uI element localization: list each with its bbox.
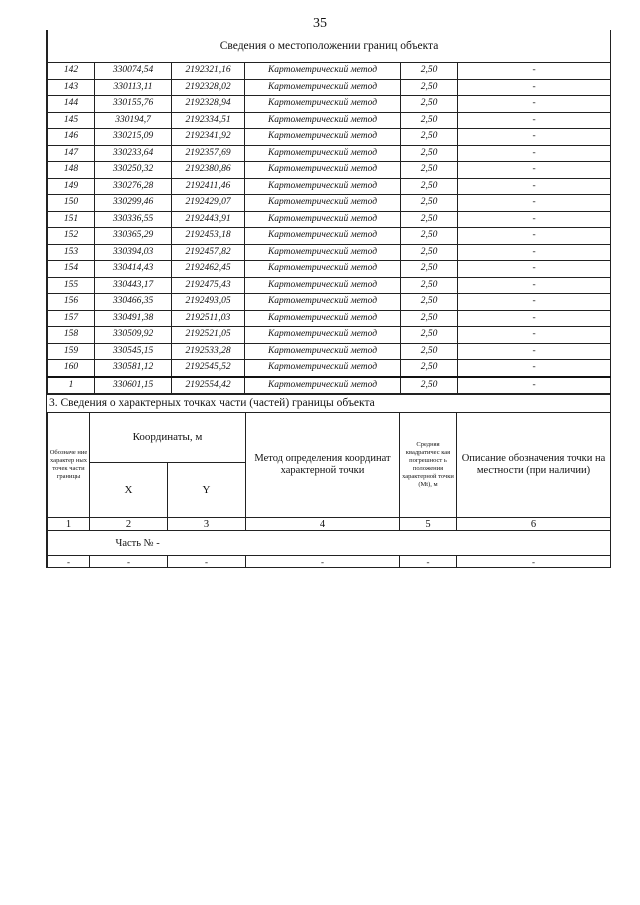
empty-cell: - <box>90 556 168 568</box>
description-cell: - <box>458 360 611 377</box>
table-row <box>48 178 611 195</box>
section-title: Сведения о местоположении границ объекта <box>48 30 611 63</box>
method-cell: Картометрический метод <box>245 79 401 96</box>
coord-x: 330074,54 <box>95 63 172 80</box>
page-number: 35 <box>313 16 327 31</box>
method-cell: Картометрический метод <box>245 294 401 311</box>
point-number: 148 <box>48 162 95 179</box>
empty-cell: - <box>400 556 457 568</box>
method-cell: Картометрический метод <box>245 129 401 146</box>
coord-x: 330336,55 <box>95 211 172 228</box>
description-cell: - <box>458 79 611 96</box>
table-row <box>48 129 611 146</box>
header-x: X <box>90 463 168 518</box>
part-spacer <box>246 531 400 556</box>
coord-y: 2192511,03 <box>172 310 245 327</box>
method-cell: Картометрический метод <box>245 261 401 278</box>
method-cell: Картометрический метод <box>245 277 401 294</box>
point-number: 147 <box>48 145 95 162</box>
description-cell: - <box>458 96 611 113</box>
description-cell: - <box>458 294 611 311</box>
table-row <box>48 377 611 394</box>
table-row <box>48 310 611 327</box>
coord-x: 330276,28 <box>95 178 172 195</box>
header-point-label: Обозначе ние характер ных точек части границы <box>48 413 90 518</box>
empty-cell: - <box>457 556 611 568</box>
coord-x: 330299,46 <box>95 195 172 212</box>
method-cell: Картометрический метод <box>245 178 401 195</box>
table-row <box>48 343 611 360</box>
mt-cell: 2,50 <box>401 294 458 311</box>
coord-x: 330194,7 <box>95 112 172 129</box>
coord-y: 2192328,02 <box>172 79 245 96</box>
coord-y: 2192357,69 <box>172 145 245 162</box>
method-cell: Картометрический метод <box>245 63 401 80</box>
coord-y: 2192545,52 <box>172 360 245 377</box>
mt-cell: 2,50 <box>401 195 458 212</box>
method-cell: Картометрический метод <box>245 377 401 394</box>
table-row <box>48 244 611 261</box>
description-cell: - <box>458 63 611 80</box>
table-row <box>48 112 611 129</box>
point-number: 160 <box>48 360 95 377</box>
column-number: 5 <box>400 518 457 531</box>
coord-x: 330365,29 <box>95 228 172 245</box>
point-number: 158 <box>48 327 95 344</box>
column-number: 4 <box>246 518 400 531</box>
point-number: 143 <box>48 79 95 96</box>
point-number: 145 <box>48 112 95 129</box>
column-number: 2 <box>90 518 168 531</box>
mt-cell: 2,50 <box>401 178 458 195</box>
method-cell: Картометрический метод <box>245 195 401 212</box>
header-mt: Средняя квадратичес кая погрешност ь положения характерной точки (Mt), м <box>400 413 457 518</box>
point-number: 155 <box>48 277 95 294</box>
part-spacer <box>48 531 90 556</box>
coord-x: 330155,76 <box>95 96 172 113</box>
coord-x: 330250,32 <box>95 162 172 179</box>
point-number: 157 <box>48 310 95 327</box>
description-cell: - <box>458 178 611 195</box>
table-row <box>48 360 611 377</box>
method-cell: Картометрический метод <box>245 228 401 245</box>
point-number: 1 <box>48 377 95 394</box>
mt-cell: 2,50 <box>401 327 458 344</box>
boundary-sheet <box>46 30 611 568</box>
coord-x: 330581,12 <box>95 360 172 377</box>
mt-cell: 2,50 <box>401 145 458 162</box>
coord-y: 2192341,92 <box>172 129 245 146</box>
point-number: 142 <box>48 63 95 80</box>
method-cell: Картометрический метод <box>245 244 401 261</box>
coord-y: 2192521,05 <box>172 327 245 344</box>
method-cell: Картометрический метод <box>245 327 401 344</box>
empty-cell: - <box>246 556 400 568</box>
table-row <box>48 277 611 294</box>
point-number: 146 <box>48 129 95 146</box>
column-number: 3 <box>168 518 246 531</box>
point-number: 149 <box>48 178 95 195</box>
coord-y: 2192554,42 <box>172 377 245 394</box>
coord-y: 2192533,28 <box>172 343 245 360</box>
header-coordinates: Координаты, м <box>90 413 246 463</box>
point-number: 151 <box>48 211 95 228</box>
column-number: 1 <box>48 518 90 531</box>
mt-cell: 2,50 <box>401 261 458 278</box>
table-row <box>48 294 611 311</box>
table-row <box>48 211 611 228</box>
part-label: Часть № - <box>90 531 246 556</box>
mt-cell: 2,50 <box>401 96 458 113</box>
mt-cell: 2,50 <box>401 211 458 228</box>
mt-cell: 2,50 <box>401 377 458 394</box>
coord-y: 2192328,94 <box>172 96 245 113</box>
point-number: 156 <box>48 294 95 311</box>
coord-x: 330466,35 <box>95 294 172 311</box>
mt-cell: 2,50 <box>401 129 458 146</box>
coord-y: 2192453,18 <box>172 228 245 245</box>
coord-y: 2192429,07 <box>172 195 245 212</box>
coord-x: 330491,38 <box>95 310 172 327</box>
boundary-coordinates-table <box>47 30 611 394</box>
description-cell: - <box>458 310 611 327</box>
mt-cell: 2,50 <box>401 343 458 360</box>
description-cell: - <box>458 112 611 129</box>
header-y: Y <box>168 463 246 518</box>
table-row <box>48 327 611 344</box>
coord-y: 2192457,82 <box>172 244 245 261</box>
table-row <box>48 261 611 278</box>
method-cell: Картометрический метод <box>245 343 401 360</box>
mt-cell: 2,50 <box>401 63 458 80</box>
coord-y: 2192475,43 <box>172 277 245 294</box>
method-cell: Картометрический метод <box>245 145 401 162</box>
mt-cell: 2,50 <box>401 360 458 377</box>
table-row <box>48 79 611 96</box>
empty-cell: - <box>168 556 246 568</box>
header-method: Метод определения координат характерной точки <box>246 413 400 518</box>
coord-y: 2192493,05 <box>172 294 245 311</box>
table-row <box>48 145 611 162</box>
table-row <box>48 228 611 245</box>
mt-cell: 2,50 <box>401 277 458 294</box>
method-cell: Картометрический метод <box>245 310 401 327</box>
method-cell: Картометрический метод <box>245 162 401 179</box>
mt-cell: 2,50 <box>401 112 458 129</box>
coord-x: 330509,92 <box>95 327 172 344</box>
column-number: 6 <box>457 518 611 531</box>
point-number: 152 <box>48 228 95 245</box>
coord-x: 330601,15 <box>95 377 172 394</box>
empty-cell: - <box>48 556 90 568</box>
coord-x: 330443,17 <box>95 277 172 294</box>
description-cell: - <box>458 129 611 146</box>
description-cell: - <box>458 162 611 179</box>
description-cell: - <box>458 211 611 228</box>
coord-y: 2192334,51 <box>172 112 245 129</box>
coord-y: 2192380,86 <box>172 162 245 179</box>
table-row <box>48 162 611 179</box>
point-number: 154 <box>48 261 95 278</box>
point-number: 150 <box>48 195 95 212</box>
description-cell: - <box>458 228 611 245</box>
method-cell: Картометрический метод <box>245 96 401 113</box>
mt-cell: 2,50 <box>401 228 458 245</box>
method-cell: Картометрический метод <box>245 112 401 129</box>
description-cell: - <box>458 343 611 360</box>
table-row <box>48 195 611 212</box>
part-spacer <box>457 531 611 556</box>
method-cell: Картометрический метод <box>245 211 401 228</box>
coord-x: 330215,09 <box>95 129 172 146</box>
mt-cell: 2,50 <box>401 310 458 327</box>
coord-x: 330113,11 <box>95 79 172 96</box>
mt-cell: 2,50 <box>401 79 458 96</box>
method-cell: Картометрический метод <box>245 360 401 377</box>
coord-y: 2192321,16 <box>172 63 245 80</box>
description-cell: - <box>458 195 611 212</box>
table-row <box>48 63 611 80</box>
coord-x: 330545,15 <box>95 343 172 360</box>
coord-y: 2192411,46 <box>172 178 245 195</box>
point-number: 144 <box>48 96 95 113</box>
coord-y: 2192462,45 <box>172 261 245 278</box>
description-cell: - <box>458 277 611 294</box>
header-description: Описание обозначения точки на местности (при наличии) <box>457 413 611 518</box>
description-cell: - <box>458 145 611 162</box>
table-row <box>48 96 611 113</box>
mt-cell: 2,50 <box>401 244 458 261</box>
part-points-table <box>47 412 611 568</box>
description-cell: - <box>458 244 611 261</box>
description-cell: - <box>458 377 611 394</box>
coord-y: 2192443,91 <box>172 211 245 228</box>
section3-heading: 3. Сведения о характерных точках части (частей) границы объекта <box>47 394 610 413</box>
point-number: 153 <box>48 244 95 261</box>
part-spacer <box>400 531 457 556</box>
coord-x: 330233,64 <box>95 145 172 162</box>
mt-cell: 2,50 <box>401 162 458 179</box>
description-cell: - <box>458 327 611 344</box>
coord-x: 330414,43 <box>95 261 172 278</box>
description-cell: - <box>458 261 611 278</box>
coord-x: 330394,03 <box>95 244 172 261</box>
point-number: 159 <box>48 343 95 360</box>
